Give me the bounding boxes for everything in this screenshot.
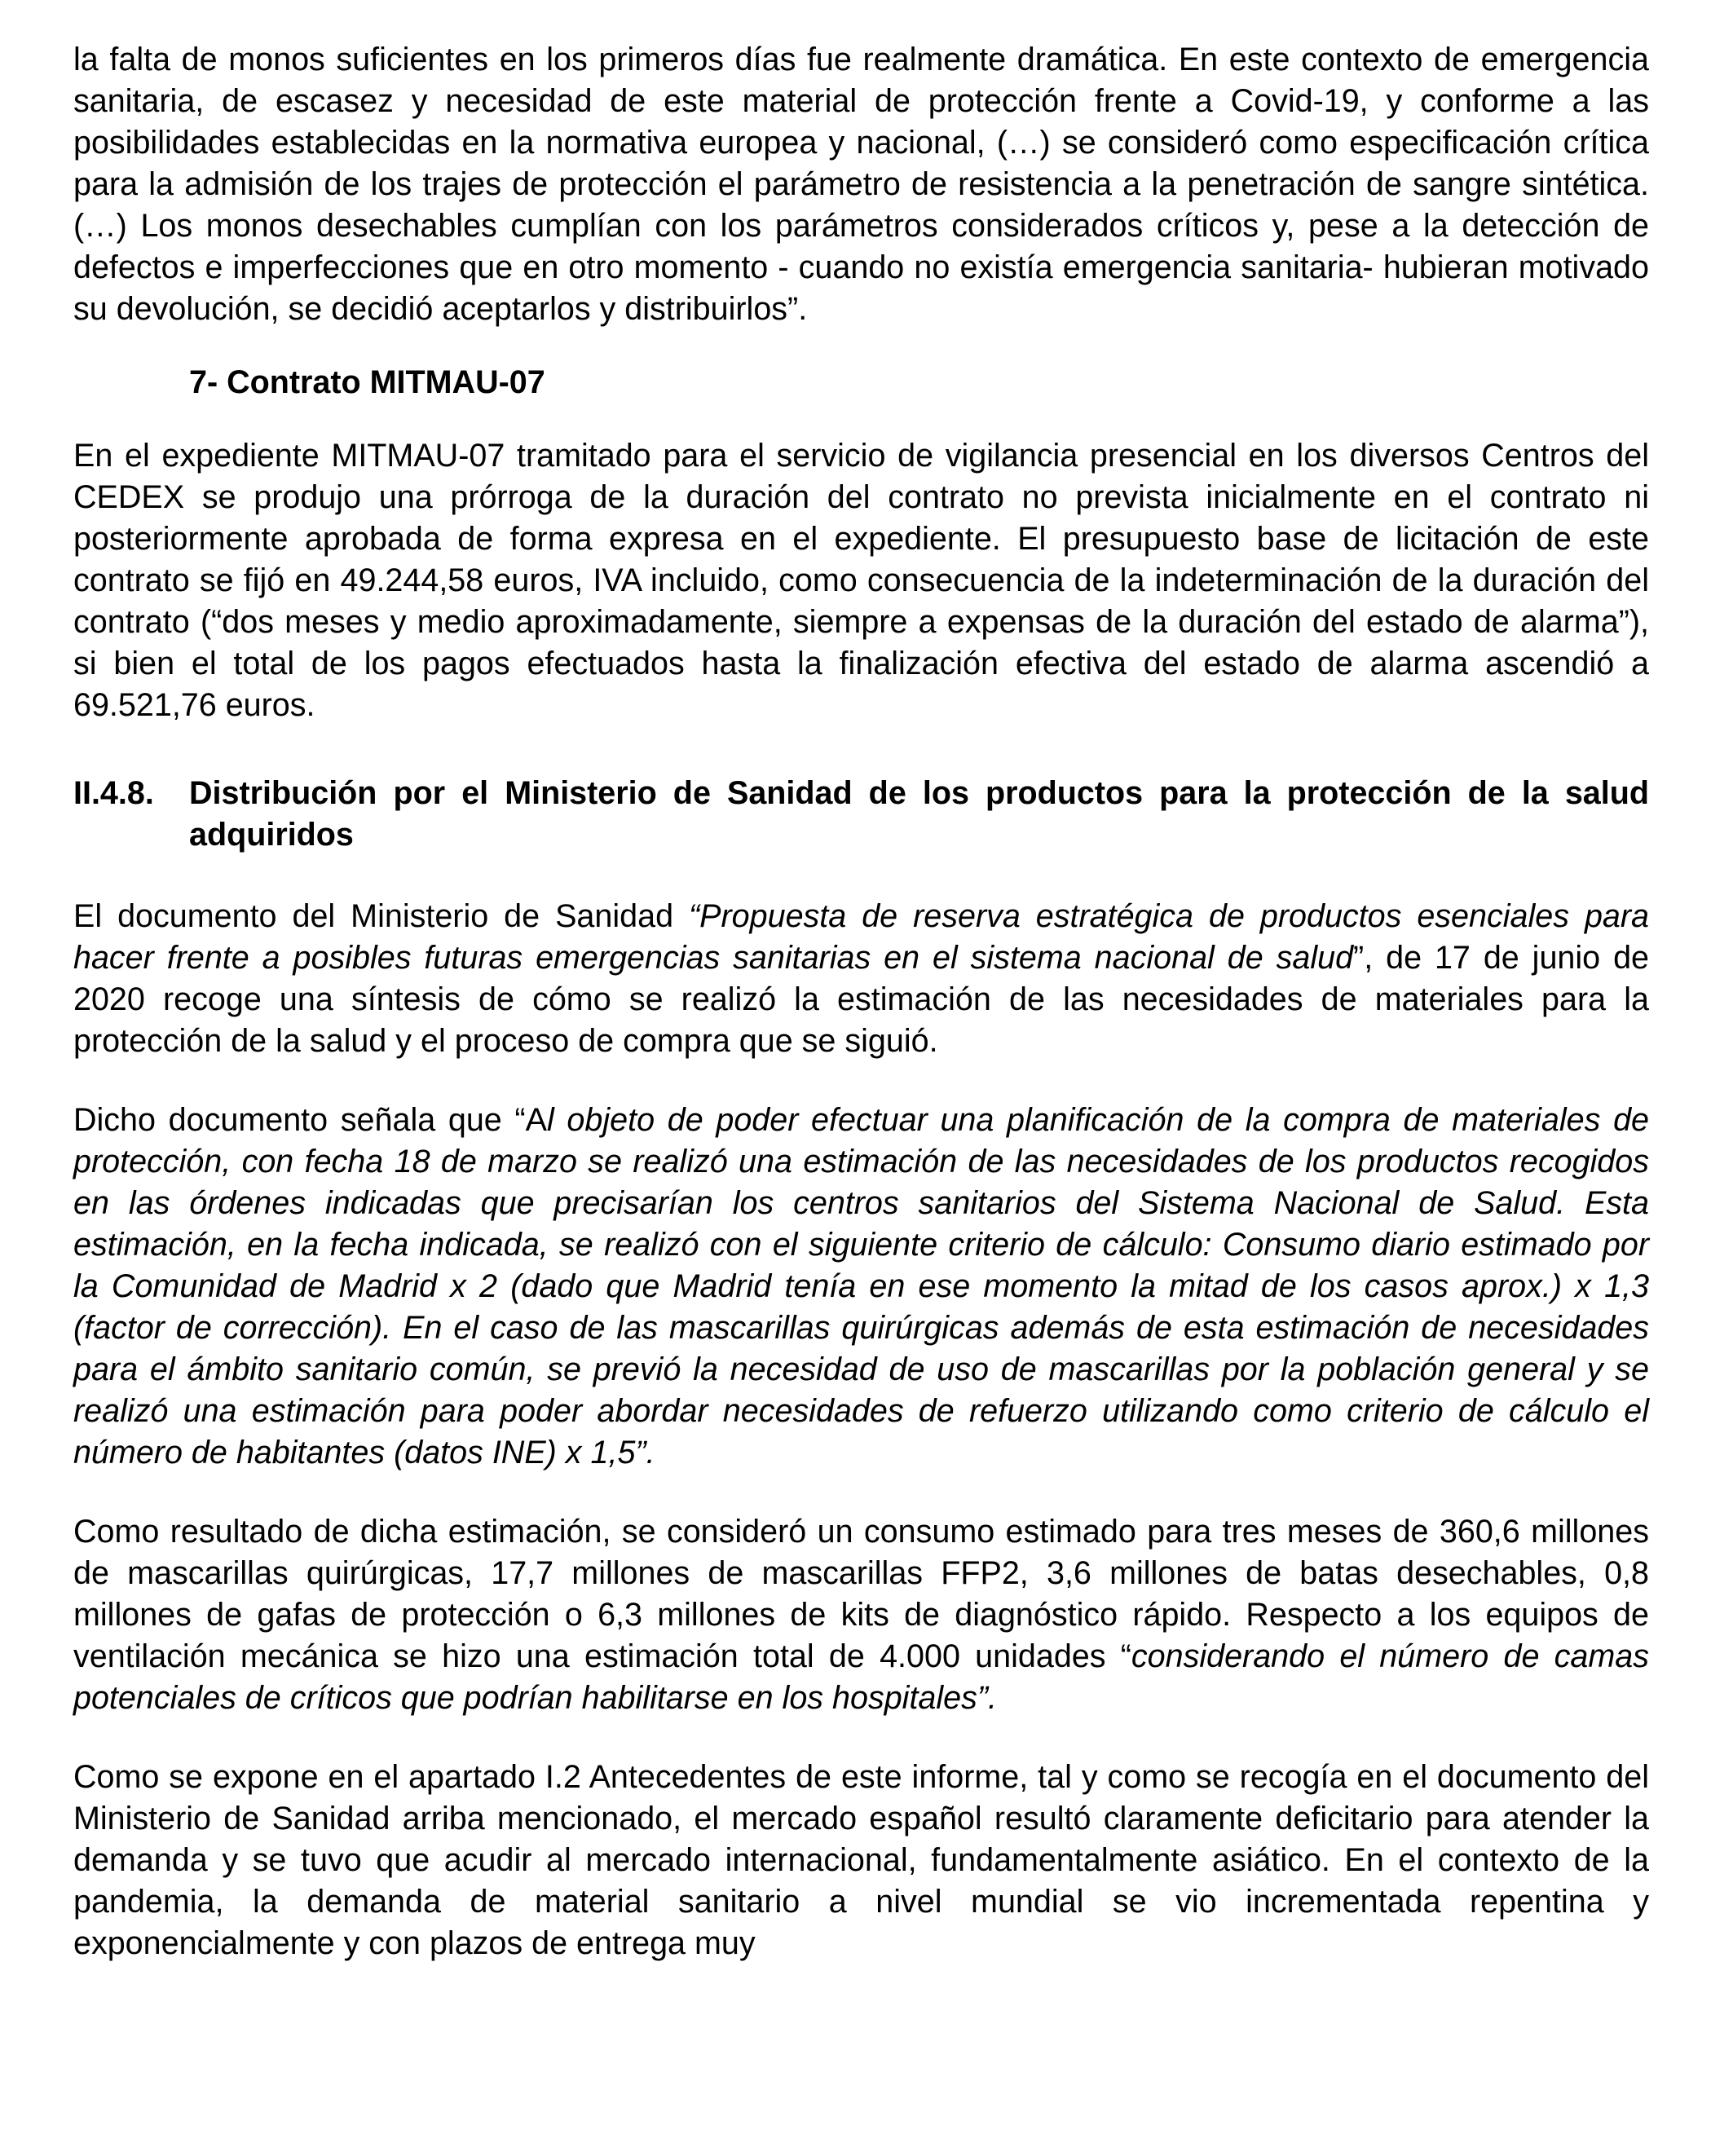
quoted-text: l objeto de poder efectuar una planificación de la compra de materiales de protección, con fecha 18 de marzo se realizó una estimación de las necesidades de los productos recogidos en las órdenes indicadas que precisarían los centros sanitarios del Sistema Nacional de Salud. Esta estimación, en la fecha indicada, se realizó con el siguiente criterio de cálculo: Consumo diario estimado por la Comunidad de Madrid x 2 (dado que Madrid tenía en ese momento la mitad de los casos aprox.) x 1,3 (factor de corrección). En el caso de las mascarillas quirúrgicas además de esta estimación de necesidades para el ámbito sanitario común, se previó la necesidad de uso de mascarillas por la población general y se realizó una estimación para poder abordar necesidades de refuerzo utilizando como criterio de cálculo el número de habitantes (datos INE) x 1,5”. [73, 1102, 1649, 1470]
contract-heading: 7- Contrato MITMAU-07 [189, 364, 545, 400]
paragraph-resultado-estimacion [73, 1511, 1649, 1719]
document-title-quote: “Propuesta de reserva estratégica de productos esenciales para hacer frente a posibles futuras emergencias sanitarias en el sistema nacional de salud [73, 898, 1649, 976]
paragraph-text: Dicho documento señala que “A [73, 1102, 547, 1138]
paragraph-text: El documento del Ministerio de Sanidad [73, 898, 690, 934]
section-number: II.4.8. [73, 775, 154, 811]
paragraph-text: Como resultado de dicha estimación, se consideró un consumo estimado para tres meses de 360,6 millones de mascarillas quirúrgicas, 17,7 millones de mascarillas FFP2, 3,6 millones de batas desechables, 0,8 millones de gafas de protección o 6,3 millones de kits de diagnóstico rápido. Respecto a los equipos de ventilación mecánica se hizo una estimación total de 4.000 unidades “ [73, 1514, 1649, 1674]
paragraph-mercado: Como se expone en el apartado I.2 Antecedentes de este informe, tal y como se recogía en el documento del Ministerio de Sanidad arriba mencionado, el mercado español resultó claramente deficitario para atender la demanda y se tuvo que acudir al mercado internacional, fundamentalmente asiático. En el contexto de la pandemia, la demanda de material sanitario a nivel mundial se vio incrementada repentina y exponencialmente y con plazos de entrega muy [73, 1759, 1649, 1961]
paragraph-text: ”, de 17 de junio de 2020 recoge una síntesis de cómo se realizó la estimación de las necesidades de materiales para la protección de la salud y el proceso de compra que se siguió. [73, 940, 1650, 1059]
paragraph-dicho-documento [73, 1100, 1649, 1474]
quoted-text: considerando el número de camas potenciales de críticos que podrían habilitarse en los hospitales”. [73, 1638, 1649, 1716]
paragraph-documento-ministerio [73, 896, 1649, 1062]
paragraph-mitmau-07: En el expediente MITMAU-07 tramitado para el servicio de vigilancia presencial en los diversos Centros del CEDEX se produjo una prórroga de la duración del contrato no prevista inicialmente en el contrato ni posteriormente aprobada de forma expresa en el expediente. El presupuesto base de licitación de este contrato se fijó en 49.244,58 euros, IVA incluido, como consecuencia de la indeterminación de la duración del contrato (“dos meses y medio aproximadamente, siempre a expensas de la duración del estado de alarma”), si bien el total de los pagos efectuados hasta la finalización efectiva del estado de alarma ascendió a 69.521,76 euros. [73, 438, 1649, 723]
paragraph-monos: la falta de monos suficientes en los primeros días fue realmente dramática. En este contexto de emergencia sanitaria, de escasez y necesidad de este material de protección frente a Covid-19, y conforme a las posibilidades establecidas en la normativa europea y nacional, (…) se consideró como especificación crítica para la admisión de los trajes de protección el parámetro de resistencia a la penetración de sangre sintética. (…) Los monos desechables cumplían con los parámetros considerados críticos y, pese a la detección de defectos e imperfecciones que en otro momento - cuando no existía emergencia sanitaria- hubieran motivado su devolución, se decidió aceptarlos y distribuirlos”. [73, 42, 1649, 327]
document-page [73, 39, 1649, 1964]
section-title: Distribución por el Ministerio de Sanidad de los productos para la protección de la salud adquiridos [189, 775, 1649, 853]
section-heading [73, 773, 1649, 856]
